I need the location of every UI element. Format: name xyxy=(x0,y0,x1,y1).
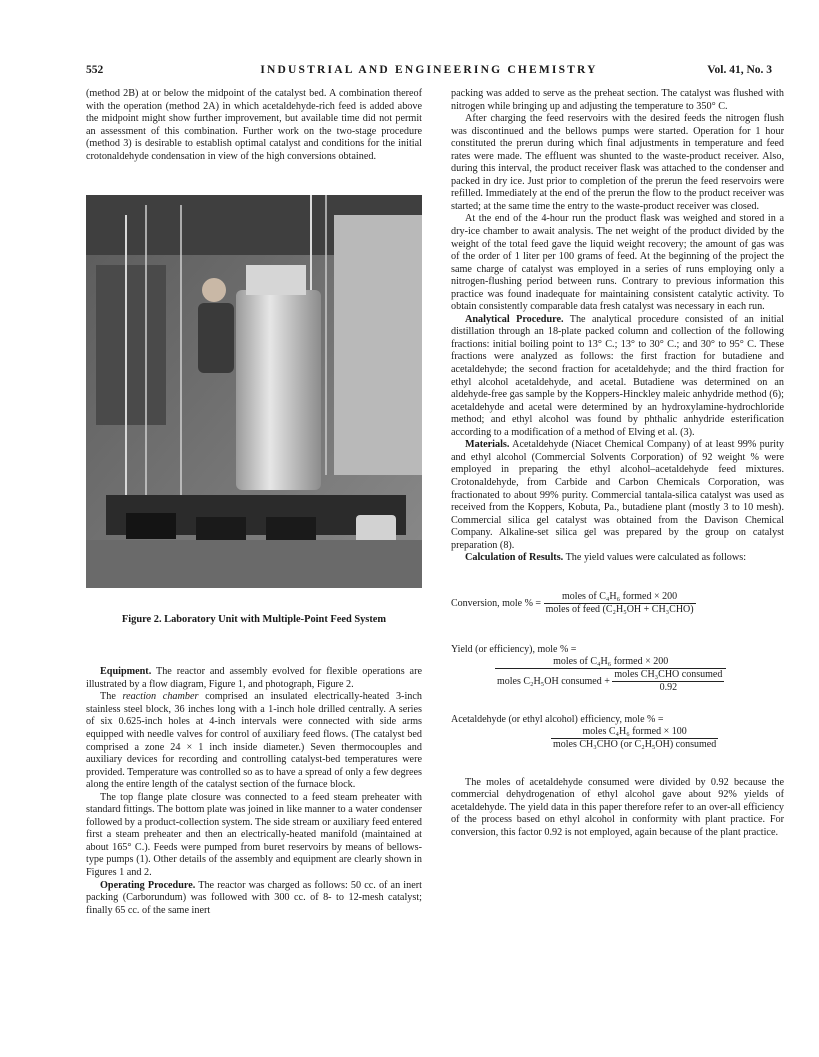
eq3-block xyxy=(451,726,784,751)
eq3-fraction xyxy=(551,726,718,751)
eq1-denominator: moles of feed (C₂H₅OH + CH₃CHO) xyxy=(545,603,694,615)
volume-info: Vol. 41, No. 3 xyxy=(707,64,772,76)
calculation-text: The yield values were calculated as follows: xyxy=(565,552,747,564)
reaction-chamber-text: comprised an insulated electrically-heated 3-inch stainless steel block, 36 inches long with a 1-inch hole drilled centrally. A series of six 0.625-inch holes at 4-inch intervals were connected with side arms equipped with needle valves for control of auxiliary feed flows. (The catalyst bed comprised a zone 24 × 1 inch inside diameter.) Seven thermocouples and auxiliary devices for recording and controlling catalyst-bed temperatures were provided. Temperature was controlled so as to have a spread of only a few degrees along the entire length of the catalyst section of the furnace block. xyxy=(86,691,423,791)
equation-efficiency xyxy=(451,714,784,751)
eq2-inner-fraction xyxy=(612,669,724,694)
materials-text: Acetaldehyde (Niacet Chemical Company) of at least 99% purity and ethyl alcohol (Commercial Solvents Corporation) of 92 weight % were employed in preparing the ethyl alcohol–acetaldehyde feed mixtures. Crotonaldehyde, from Carbide and Carbon Chemicals Corporation, was fractionated to about 99% purity. Commercial tantala-silica catalyst was used as received from the Koppers, Kobuta, Pa., butadiene plant (mostly 3 to 10 mesh). Commercial silica gel catalyst was obtained from the Davison Chemical Company. Alkaline-set silica gel was prepared by the group on catalyst preparation (8). xyxy=(451,439,785,551)
eq2-fraction xyxy=(495,656,726,694)
page-header xyxy=(86,64,772,80)
left-column xyxy=(86,88,422,917)
paragraph-2: After charging the feed reservoirs with the desired feeds the nitrogen flush was discontinued and the bellows pumps were started. Operation for 1 hour constituted the prerun during which final adjustments in temperature and feed rates were made. The effluent was shunted to the waste-product receiver. Also, during this interval, the product receiver flask was attached to the condenser and packed in dry ice. Just prior to completion of the prerun the feed reservoirs were refilled. Immediately at the end of the prerun the flow to the product receiver was started; at the same time the entry to the waste-product receiver was closed. xyxy=(451,113,784,212)
eq2-block xyxy=(451,656,784,694)
eq2-denominator xyxy=(495,669,726,694)
eq2-denominator-term: moles C₂H₅OH consumed + xyxy=(497,675,610,687)
analytical-text: The analytical procedure consisted of an initial distillation through an 18-plate packed column and collection of the following fractions: initial boiling point to 13° C.; 13° to 30° C.; and 30° to 95° C. These fractions were analyzed as follows: the first fraction for butadiene and acetaldehyde; the second fraction for acetaldehyde; and the third fraction for ethyl alcohol acetaldehyde, and acetal. Butadiene was determined on an aldehyde-free gas sample by the Koppers-Hinckley maleic anhydride method (6); acetaldehyde and acetal were determined by an hydroxylamine-hydrochloride method; and ethyl alcohol was found by phthalic anhydride esterification according to a modification of a method of Elving et al. (3). xyxy=(451,313,784,438)
equation-conversion xyxy=(451,591,784,616)
eq2-numerator: moles of C₄H₆ formed × 200 xyxy=(495,656,726,669)
equipment-text: The reactor and assembly evolved for flexible operations are illustrated by a flow diagram, Figure 1, and photograph, Figure 2. xyxy=(86,666,422,690)
page-number: 552 xyxy=(86,64,104,76)
figure-2-photo xyxy=(86,195,422,588)
eq3-denominator: moles CH₃CHO (or C₂H₅OH) consumed xyxy=(553,738,717,750)
equipment-paragraph xyxy=(86,666,422,691)
analytical-heading: Analytical Procedure. xyxy=(465,313,564,325)
eq2-label: Yield (or efficiency), mole % = xyxy=(451,643,577,655)
eq3-numerator: moles C₄H₆ formed × 100 xyxy=(551,726,718,739)
eq1-fraction xyxy=(544,591,696,616)
equation-yield xyxy=(451,644,784,694)
laboratory-unit-image xyxy=(86,195,422,588)
journal-title: INDUSTRIAL AND ENGINEERING CHEMISTRY xyxy=(260,64,598,76)
eq3-label: Acetaldehyde (or ethyl alcohol) efficiency, mole % = xyxy=(451,713,664,725)
intro-paragraph: (method 2B) at or below the midpoint of the catalyst bed. A combination thereof with the operation (method 2A) in which acetaldehyde-rich feed is added above the midpoint might show further improvement, but available time did not permit an assessment of this combination. Further work on the two-stage procedure (method 3) is desirable to establish optimal catalyst and conditions for the initial crotonaldehyde condensation in view of the high conversions obtained. xyxy=(86,88,422,162)
materials-paragraph xyxy=(451,439,784,552)
operating-heading: Operating Procedure. xyxy=(100,879,196,891)
reaction-chamber-pre: The xyxy=(100,691,123,703)
eq1-numerator: moles of C₄H₆ formed × 200 xyxy=(544,591,696,604)
eq2-inner-denominator: 0.92 xyxy=(659,681,678,693)
final-paragraph: The moles of acetaldehyde consumed were divided by 0.92 because the commercial dehydrogenation of ethyl alcohol gave about 92% yields of acetaldehyde. The yield data in this paper therefore refer to an over-all efficiency of the process based on ethyl alcohol in conformity with plant practice. For conversion, this factor 0.92 is not employed, again because of the plant practice. xyxy=(451,776,784,838)
figure-caption: Figure 2. Laboratory Unit with Multiple-Point Feed System xyxy=(121,614,387,626)
paragraph-1: packing was added to serve as the preheat section. The catalyst was flushed with nitrogen while bringing up and adjusting the temperature to 350° C. xyxy=(451,88,784,112)
eq1-label: Conversion, mole % = xyxy=(451,597,542,609)
eq2-inner-numerator: moles CH₃CHO consumed xyxy=(614,668,723,680)
calculation-heading: Calculation of Results. xyxy=(465,552,564,564)
equipment-heading: Equipment. xyxy=(100,666,152,678)
analytical-paragraph xyxy=(451,314,784,439)
top-flange-paragraph: The top flange plate closure was connected to a feed steam preheater with standard fittings. The bottom plate was joined in like manner to a water condenser followed by a product-collection system. The side stream or auxiliary feed entered first a steam preheater and then an electrically-heated manifold (maintained at about 165° C.). Feeds were pumped from buret reservoirs by means of bellows-type pumps (1). Other details of the assembly and equipment are clearly shown in Figures 1 and 2. xyxy=(86,791,422,879)
calculation-paragraph xyxy=(451,552,784,565)
right-column xyxy=(451,88,784,840)
paragraph-3: At the end of the 4-hour run the product flask was weighed and stored in a dry-ice chamber to await analysis. The net weight of the product divided by the weight of the total feed gave the liquid weight recovery; the amount of gas was of the order of 1 liter per 100 grams of feed. At the beginning of the project the same charge of catalyst was employed in a series of runs employing only a nitrogen-flushing period between runs. Contrary to previous information this practice was found inadequate for maintaining consistent catalytic activity. To obtain consistently comparable data fresh catalyst was necessary in each run. xyxy=(451,213,784,313)
operating-paragraph xyxy=(86,880,422,918)
operating-text: The reactor was charged as follows: 50 cc. of an inert packing (Carborundum) was followed with 300 cc. of 8- to 12-mesh catalyst; finally 65 cc. of the same inert xyxy=(86,879,422,916)
materials-heading: Materials. xyxy=(465,439,510,451)
reaction-chamber-paragraph xyxy=(86,691,422,791)
reaction-chamber-term: reaction chamber xyxy=(122,691,199,703)
